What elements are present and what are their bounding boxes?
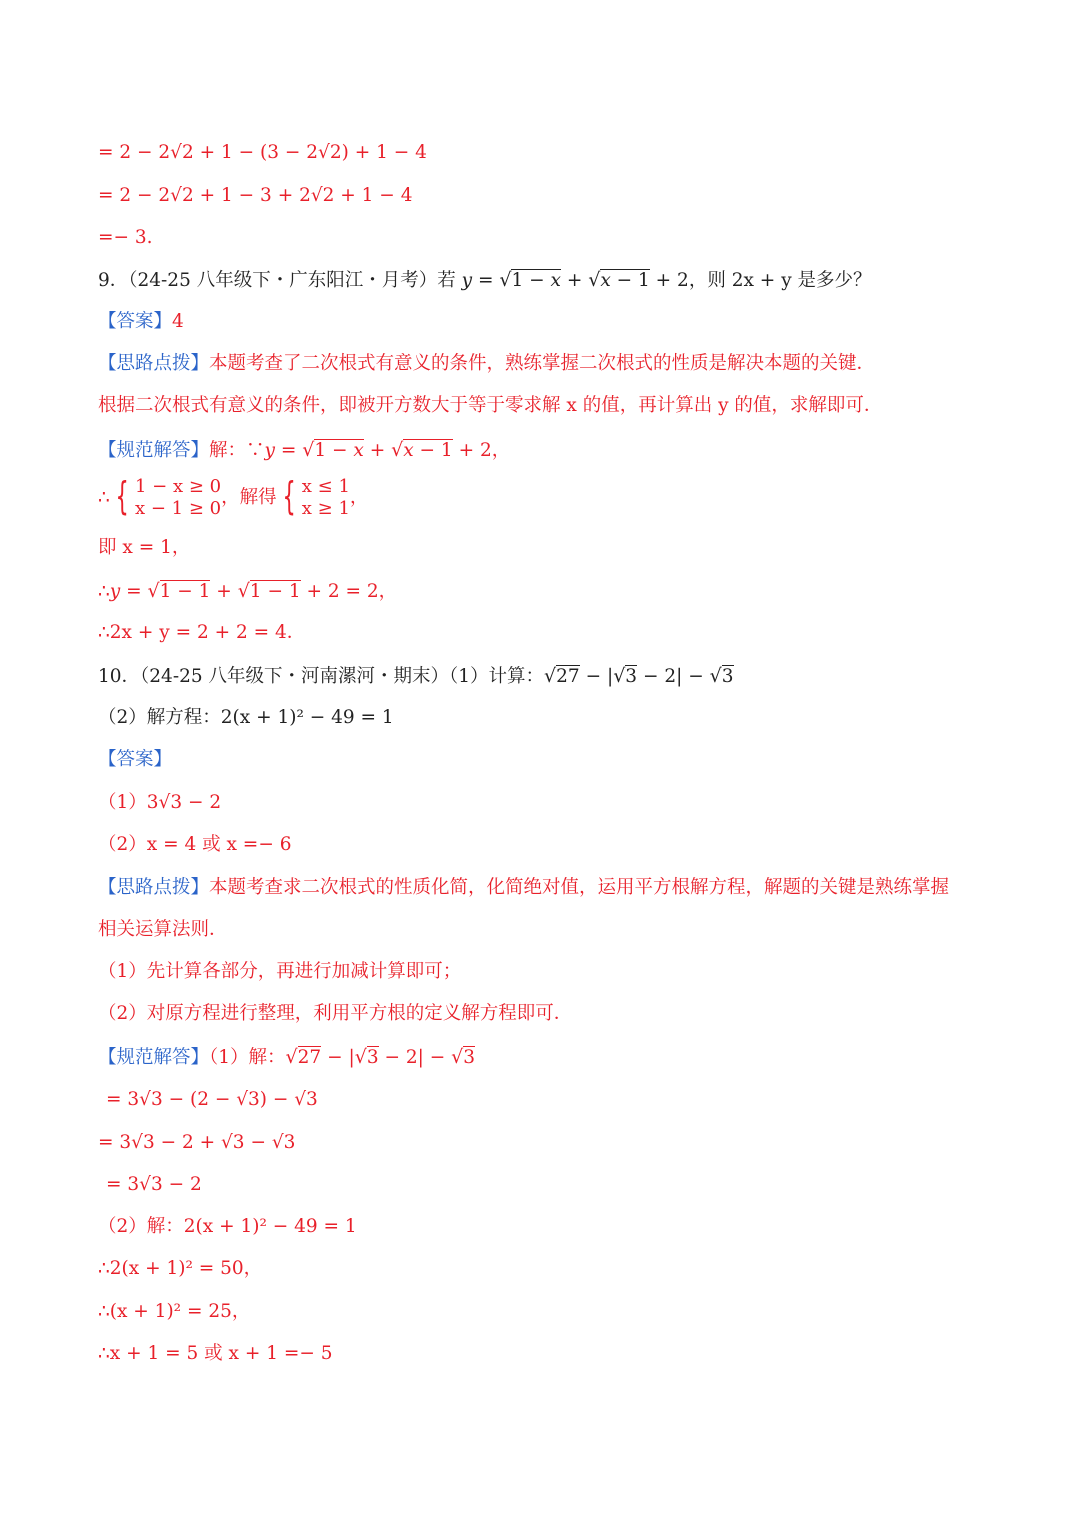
calc-line-3: =− 3. xyxy=(98,227,153,248)
q10-prefix: 10．（24-25 八年级下・河南漯河・期末）（1）计算： xyxy=(98,666,545,687)
hint-tag: 【思路点拨】 xyxy=(98,353,210,374)
q9-solution: 【规范解答】解：∵y = √1 − x + √x − 1 + 2， xyxy=(98,439,511,461)
answer-tag: 【答案】 xyxy=(98,311,173,332)
q9-sys-a2: x − 1 ≥ 0 xyxy=(134,498,222,519)
question-10: 10．（24-25 八年级下・河南漯河・期末）（1）计算：√27 − |√3 − 2| − √3 xyxy=(98,665,734,687)
q9-final: ∴2x + y = 2 + 2 = 4． xyxy=(98,622,306,643)
q10-step-8: ∴x + 1 = 5 或 x + 1 =− 5 xyxy=(98,1343,333,1364)
q9-y-value: ∴y = √1 − 1 + √1 − 1 + 2 = 2， xyxy=(98,580,398,602)
q10-solution: 【规范解答】（1）解：√27 − |√3 − 2| − √3 xyxy=(98,1046,476,1068)
question-10-part-2: （2）解方程：2(x + 1)² − 49 = 1 xyxy=(98,707,394,728)
q9-sys-b1: x ≤ 1 xyxy=(301,476,350,497)
q9-sys-mid: ，解得 xyxy=(221,487,277,508)
q10-step-5: （2）解：2(x + 1)² − 49 = 1 xyxy=(98,1216,357,1237)
q9-prefix: 9．（24-25 八年级下・广东阳江・月考）若 xyxy=(98,270,462,291)
solution-tag-2: 【规范解答】 xyxy=(98,1047,210,1068)
q9-suffix: ，则 2x + y 是多少？ xyxy=(688,270,872,291)
q9-sys-b2: x ≥ 1 xyxy=(301,498,350,519)
q10-hint-text: 本题考查求二次根式的性质化简，化简绝对值，运用平方根解方程，解题的关键是熟练掌握 xyxy=(209,877,950,898)
q10-answer-tag: 【答案】 xyxy=(98,749,173,770)
q9-hint-text: 本题考查了二次根式有意义的条件，熟练掌握二次根式的性质是解决本题的关键． xyxy=(209,353,876,374)
q10-hint-line-3: （1）先计算各部分，再进行加减计算即可； xyxy=(98,961,462,982)
q10-answer-1: （1）3√3 − 2 xyxy=(98,792,222,813)
q9-y-end: + 2 = 2， xyxy=(300,581,398,602)
q10-sol1-prefix: （1）解： xyxy=(209,1047,286,1068)
q10-step-7: ∴(x + 1)² = 25， xyxy=(98,1301,251,1322)
q10-step-2: = 3√3 − (2 − √3) − √3 xyxy=(106,1089,318,1110)
q10-step-3: = 3√3 − 2 + √3 − √3 xyxy=(98,1132,296,1153)
question-9: 9．（24-25 八年级下・广东阳江・月考）若 y = √1 − x + √x − 1 + 2，则 2x + y 是多少？ xyxy=(98,269,872,291)
q9-system: ∴ { 1 − x ≥ 0 x − 1 ≥ 0 ，解得 { x ≤ 1 x ≥ 1 ， xyxy=(98,474,369,519)
q9-sol-prefix: 解：∵ xyxy=(209,440,265,461)
q9-answer xyxy=(98,309,184,335)
q9-answer-value: 4 xyxy=(172,311,184,332)
q10-answer-2: （2）x = 4 或 x =− 6 xyxy=(98,834,292,855)
q10-hint xyxy=(98,875,949,901)
q10-hint-line-2: 相关运算法则． xyxy=(98,919,228,940)
calc-line-2: = 2 − 2√2 + 1 − 3 + 2√2 + 1 − 4 xyxy=(98,185,413,206)
q9-x-value: 即 x = 1， xyxy=(98,537,191,558)
q9-hint xyxy=(98,351,875,377)
calc-line-1: = 2 − 2√2 + 1 − (3 − 2√2) + 1 − 4 xyxy=(98,142,427,163)
q10-step-6: ∴2(x + 1)² = 50， xyxy=(98,1258,263,1279)
q9-sys-a1: 1 − x ≥ 0 xyxy=(134,476,222,497)
q10-step-4: = 3√3 − 2 xyxy=(106,1174,202,1195)
solution-tag: 【规范解答】 xyxy=(98,440,210,461)
q9-hint-line-2: 根据二次根式有意义的条件，即被开方数大于等于零求解 x 的值，再计算出 y 的值，求解即可． xyxy=(98,395,883,416)
hint-tag-2: 【思路点拨】 xyxy=(98,877,210,898)
q10-hint-line-4: （2）对原方程进行整理，利用平方根的定义解方程即可． xyxy=(98,1003,573,1024)
